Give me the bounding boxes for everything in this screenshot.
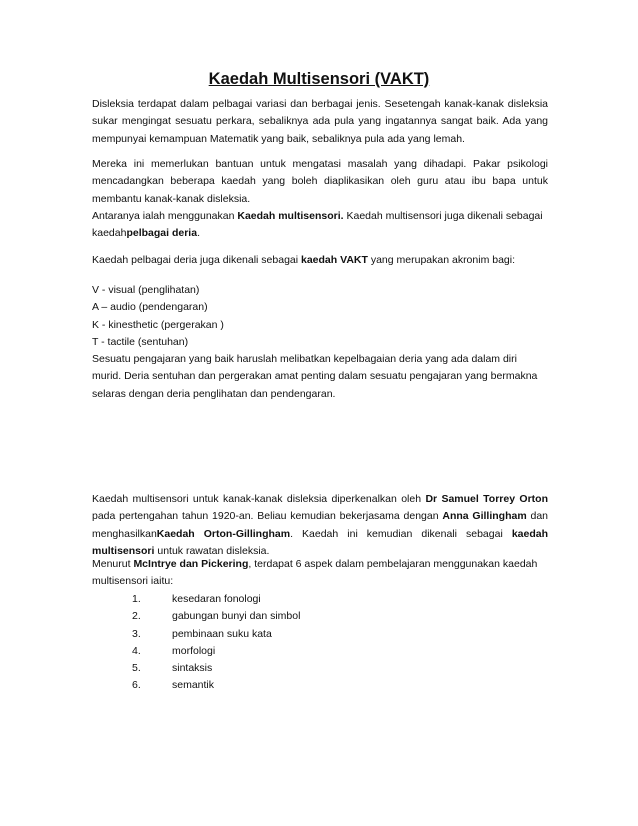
text-span: Kaedah multisensori juga dikenali sebagai kaedah (92, 210, 543, 240)
bold-name: Kaedah Orton-Gillingham (156, 527, 291, 540)
list-item (92, 677, 300, 694)
bold-term: pelbagai deria (126, 227, 198, 240)
text-span: . Kaedah ini kemudian dikenali sebagai (290, 527, 512, 540)
text-line: selaras dengan deria penglihatan dan pendengaran. (92, 387, 336, 400)
list-label: sintaksis (172, 662, 213, 675)
text-span: pada pertengahan tahun 1920-an. Beliau kemudian bekerjasama dengan (92, 510, 443, 523)
text-span: . (197, 227, 200, 240)
text-span: dan menghasilkan (92, 510, 549, 540)
vakt-item: V - visual (penglihatan) (92, 284, 200, 296)
bold-name: kaedah multisensori (92, 527, 548, 557)
paragraph-multisensory (92, 208, 548, 243)
text-span: untuk rawatan disleksia. (154, 544, 270, 557)
list-item (92, 626, 300, 643)
paragraph-aspects-intro (92, 556, 548, 591)
list-number: 2. (132, 610, 141, 623)
bold-name: Dr Samuel Torrey Orton (425, 493, 549, 505)
vakt-item: T - tactile (sentuhan) (92, 335, 189, 348)
list-number: 1. (132, 593, 141, 605)
list-label: semantik (172, 679, 215, 692)
text-span: Kaedah pelbagai deria juga dikenali sebagai (92, 254, 301, 266)
text-span: Kaedah multisensori untuk kanak-kanak disleksia diperkenalkan oleh (92, 493, 426, 505)
bold-name: Anna Gillingham (442, 510, 527, 523)
vakt-item: K - kinesthetic (pergerakan ) (92, 318, 224, 331)
bold-term: kaedah VAKT (301, 254, 368, 266)
list-number: 5. (132, 662, 141, 675)
aspects-list (92, 591, 300, 695)
text-line: Sesuatu pengajaran yang baik haruslah melibatkan kepelbagaian deria yang ada dalam diri (92, 353, 517, 365)
list-item (92, 643, 300, 660)
text-line: murid. Deria sentuhan dan pergerakan amat penting dalam sesuatu pengajaran yang bermakna (92, 370, 538, 383)
text-span: Menurut (92, 558, 134, 570)
page-title: Kaedah Multisensori (VAKT) (208, 70, 430, 88)
list-label: morfologi (172, 644, 216, 657)
list-number: 3. (132, 627, 141, 640)
list-label: kesedaran fonologi (172, 593, 261, 605)
list-number: 4. (132, 644, 141, 657)
vakt-list (92, 282, 548, 351)
paragraph-teaching (92, 351, 548, 403)
paragraph-help: Mereka ini memerlukan bantuan untuk mengatasi masalah yang dihadapi. Pakar psikologi mencadangkan beberapa kaedah yang boleh diaplikasikan oleh guru atau ibu bapa untuk membantu kanak-kanak disleksia. (92, 158, 548, 205)
text-span: yang merupakan akronim bagi: (367, 254, 516, 266)
list-number: 6. (132, 679, 141, 692)
bold-name: McIntrye dan Pickering (133, 558, 249, 570)
list-label: pembinaan suku kata (172, 627, 272, 640)
list-item (92, 608, 300, 625)
paragraph-vakt (92, 252, 548, 269)
list-item (92, 591, 300, 608)
list-label: gabungan bunyi dan simbol (172, 610, 301, 623)
text-span: Antaranya ialah menggunakan (92, 210, 238, 222)
paragraph-history (92, 491, 548, 560)
paragraph-intro: Disleksia terdapat dalam pelbagai variasi dan berbagai jenis. Sesetengah kanak-kanak disleksia sukar mengingat sesuatu perkara, sebaliknya ada pula yang ingatannya sangat baik. Ada yang mempunyai kemampuan Matematik yang baik, sebaliknya pula ada yang lemah. (92, 98, 548, 145)
text-span: , terdapat 6 aspek dalam pembelajaran menggunakan kaedah multisensori iaitu: (92, 558, 538, 588)
list-item (92, 660, 300, 677)
vakt-item: A – audio (pendengaran) (92, 301, 208, 314)
bold-term: Kaedah multisensori. (237, 210, 344, 222)
